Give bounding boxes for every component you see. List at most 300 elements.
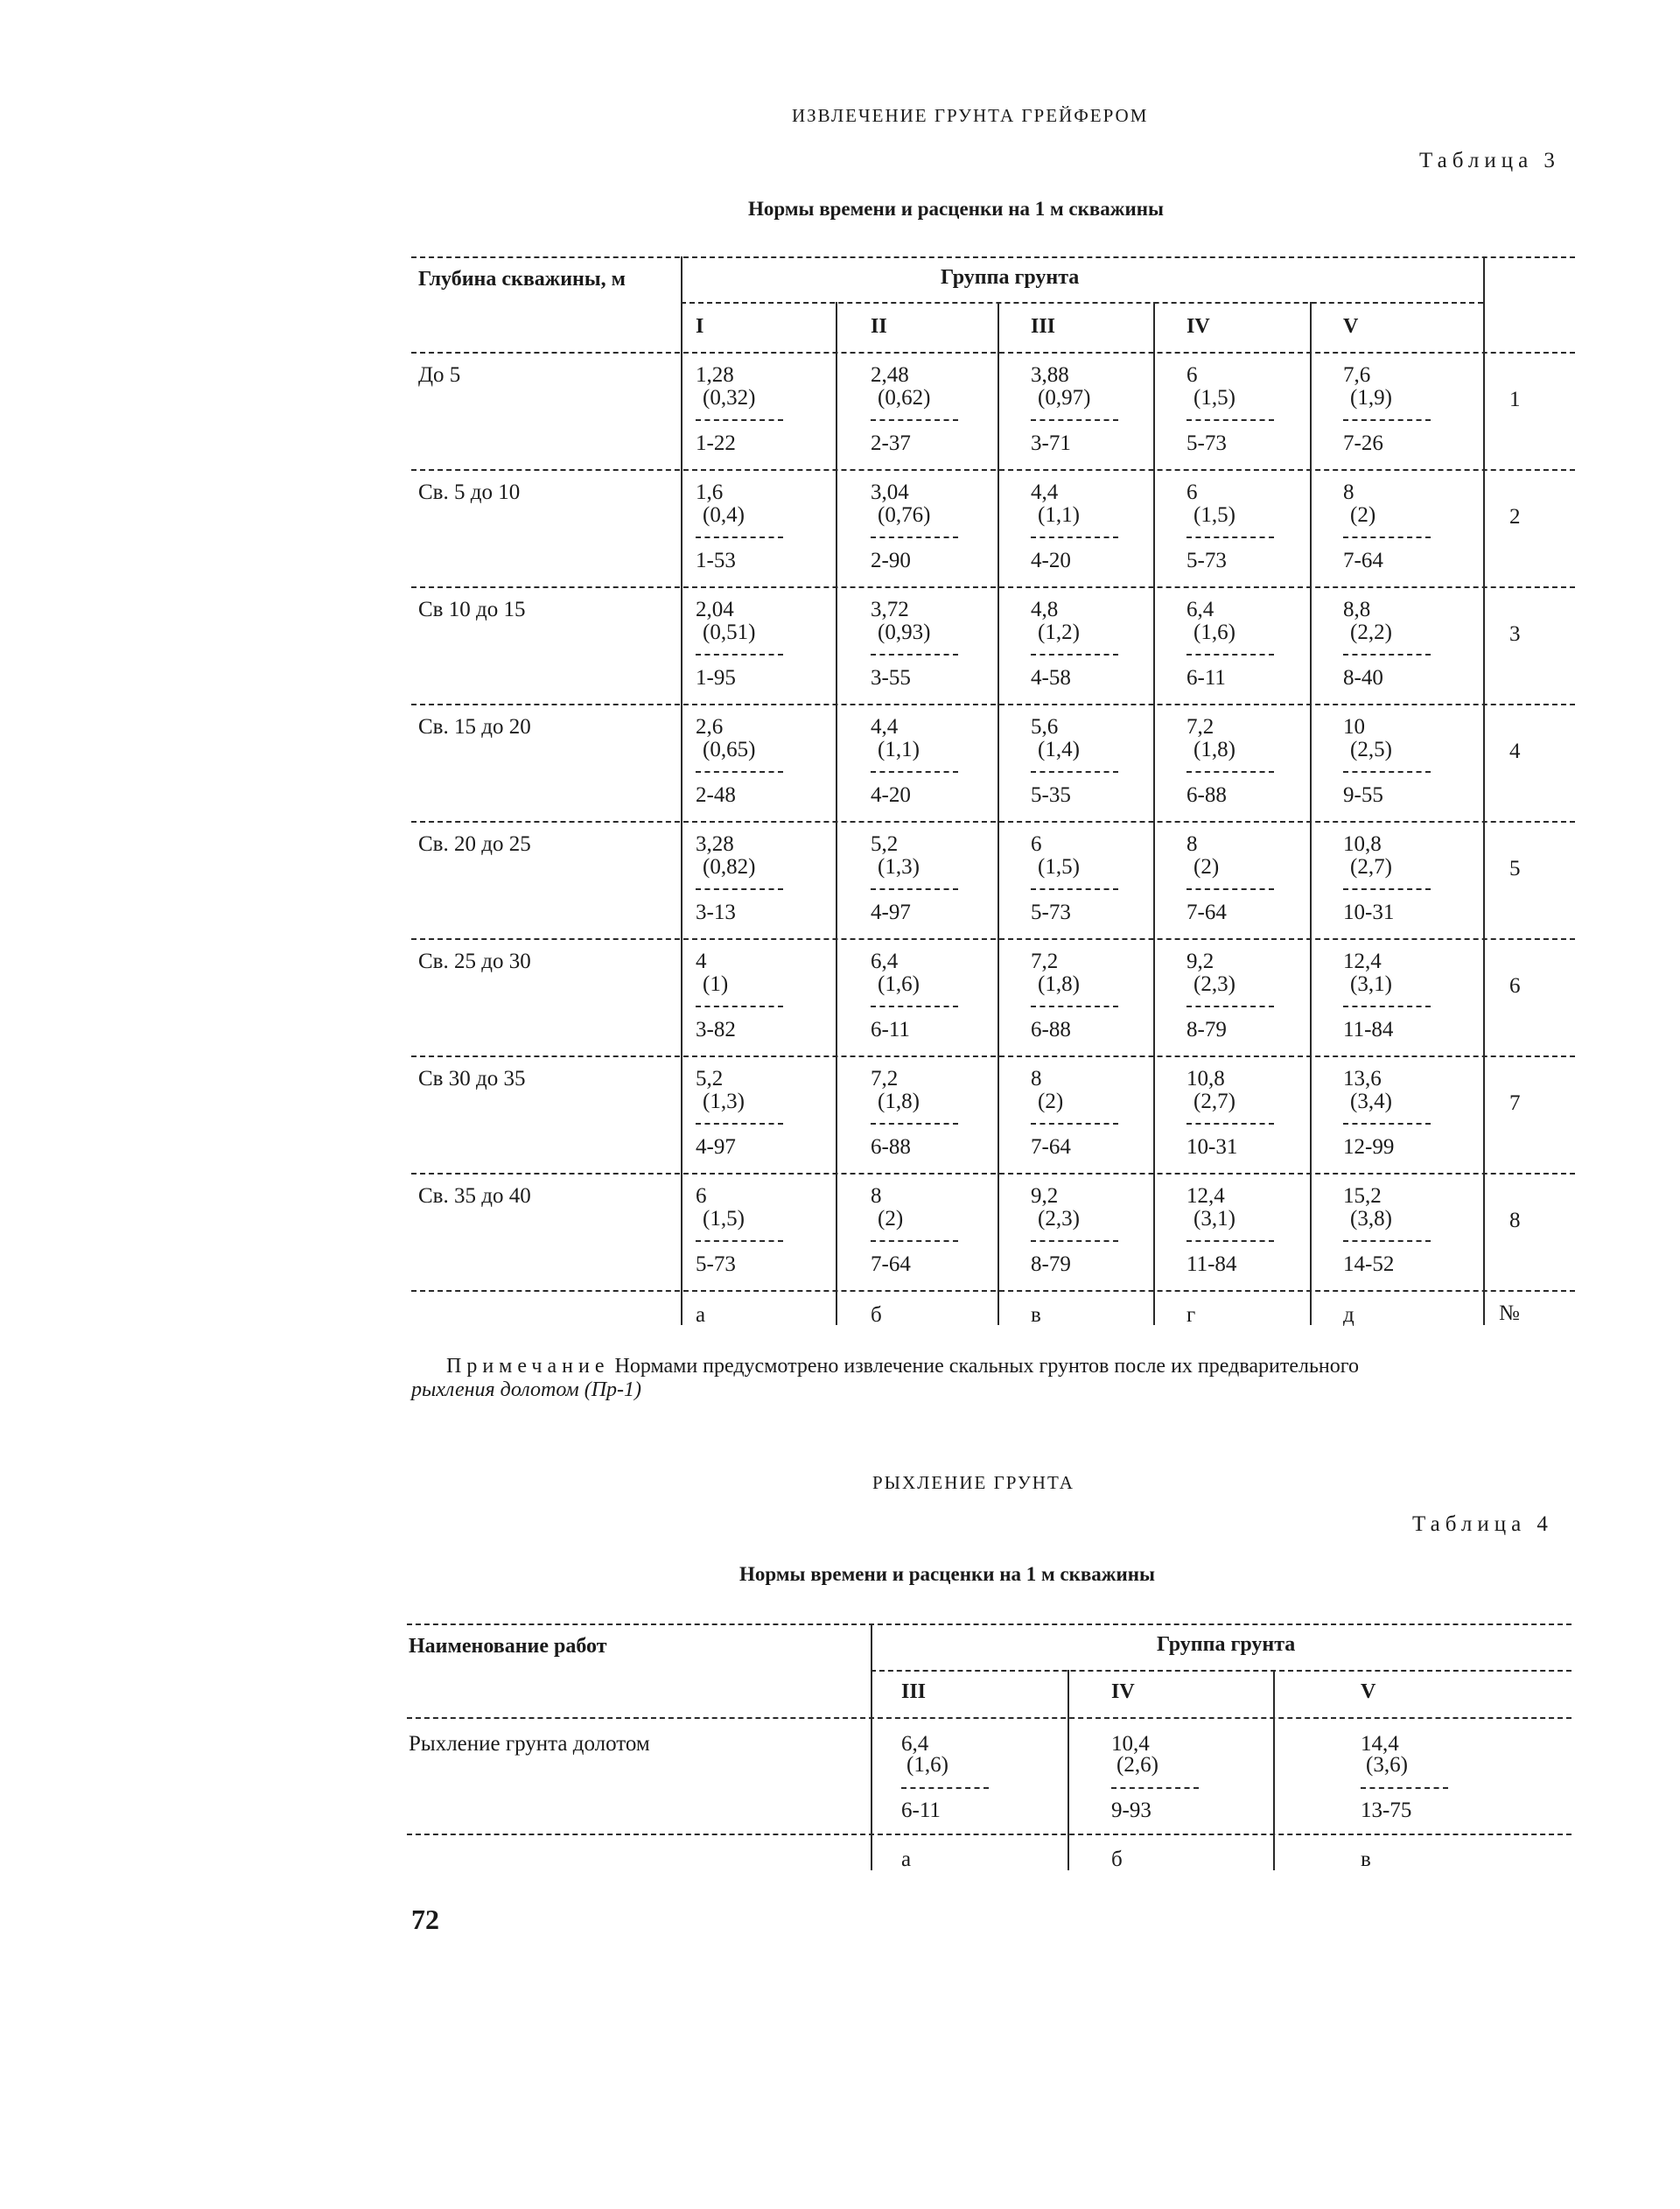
fraction-rule	[1031, 536, 1118, 538]
table-4-bottom-rule	[407, 1834, 1572, 1835]
norm-time-hours-value: (1,6)	[878, 972, 920, 996]
rate-value: 9-55	[1343, 783, 1383, 807]
fraction-rule	[696, 1240, 783, 1242]
table-3-row-rule	[411, 1055, 1575, 1057]
table-3-column-divider	[1153, 1173, 1155, 1290]
table-3-row-rule	[411, 469, 1575, 471]
depth-label: Св. 25 до 30	[418, 950, 531, 973]
table-4-column-divider	[1068, 1717, 1069, 1834]
table-3-column-divider	[1483, 469, 1485, 586]
fraction-rule	[1343, 1240, 1431, 1242]
norm-time-value: 6,4	[1186, 598, 1214, 621]
norm-time-hours-value: (0,65)	[703, 738, 756, 761]
norm-time-hours-value: (2,3)	[1194, 972, 1236, 996]
norm-time-value: 7,6	[1343, 363, 1371, 387]
table-3-row-rule	[411, 938, 1575, 940]
table-4-column-divider	[1273, 1717, 1275, 1834]
table-3-column-divider	[836, 821, 837, 938]
norm-time-value: 8	[1343, 480, 1354, 504]
table-3-footer-divider	[998, 1290, 999, 1325]
rate-value: 5-73	[1031, 901, 1071, 924]
rate-value: 6-88	[871, 1135, 911, 1159]
depth-label: Св 30 до 35	[418, 1067, 526, 1090]
fraction-rule	[1031, 1006, 1118, 1007]
norm-time-value: 3,88	[1031, 363, 1069, 387]
depth-label: Св. 35 до 40	[418, 1184, 531, 1208]
column-letter: а	[901, 1848, 912, 1871]
fraction-rule	[871, 654, 958, 656]
table-3-divider-group-header	[998, 302, 999, 352]
depth-label: Св 10 до 15	[418, 598, 526, 621]
rate-value: 6-88	[1186, 783, 1227, 807]
table-3-column-divider	[681, 586, 682, 704]
depth-label: Св. 15 до 20	[418, 715, 531, 739]
table-3-column-divider	[681, 1055, 682, 1173]
column-letter: г	[1186, 1303, 1196, 1327]
table-3-header-rule	[411, 352, 1575, 354]
norm-time-hours-value: (1,5)	[1194, 386, 1236, 410]
norm-time-value: 7,2	[1031, 950, 1059, 973]
norm-time-hours-value: (0,4)	[703, 503, 745, 527]
rate-value: 10-31	[1343, 901, 1395, 924]
norm-time-hours-value: (1,5)	[703, 1207, 745, 1231]
fraction-rule	[1186, 536, 1274, 538]
table-3-column-divider	[998, 586, 999, 704]
norm-time-value: 12,4	[1186, 1184, 1225, 1208]
table-4-group-rule	[871, 1670, 1572, 1672]
fraction-rule	[1343, 771, 1431, 773]
table-3-column-divider	[681, 469, 682, 586]
table-3-column-divider	[836, 352, 837, 469]
row-number: 5	[1509, 857, 1521, 880]
table-3-column-divider	[1483, 1055, 1485, 1173]
table-3-column-divider	[1483, 704, 1485, 821]
fraction-rule	[696, 1006, 783, 1007]
norm-time-value: 6,4	[901, 1732, 929, 1756]
rate-value: 6-11	[1186, 666, 1226, 690]
rate-value: 4-97	[871, 901, 911, 924]
norm-time-value: 9,2	[1031, 1184, 1059, 1208]
norm-time-hours-value: (3,1)	[1350, 972, 1392, 996]
table-4-footer-divider	[871, 1834, 872, 1870]
norm-time-value: 4,8	[1031, 598, 1059, 621]
rate-value: 1-95	[696, 666, 736, 690]
rate-value: 1-53	[696, 549, 736, 572]
column-letter: д	[1343, 1303, 1354, 1327]
norm-time-value: 2,6	[696, 715, 724, 739]
table-3-footer-divider	[681, 1290, 682, 1325]
norm-time-value: 2,48	[871, 363, 909, 387]
rate-value: 14-52	[1343, 1252, 1395, 1276]
fraction-rule	[696, 654, 783, 656]
fraction-rule	[696, 888, 783, 890]
table-3-row-rule	[411, 1290, 1575, 1292]
fraction-rule	[1031, 654, 1118, 656]
norm-time-hours-value: (0,32)	[703, 386, 756, 410]
norm-time-hours-value: (2,2)	[1350, 621, 1392, 644]
table-4-caption: Нормы времени и расценки на 1 м скважины	[739, 1563, 1155, 1585]
table-4-label: Таблица 4	[1412, 1512, 1553, 1536]
section-title-loosening: РЫХЛЕНИЕ ГРУНТА	[872, 1472, 1074, 1493]
table-3-column-divider	[1310, 469, 1312, 586]
depth-label: Св. 5 до 10	[418, 480, 521, 504]
rate-value: 5-35	[1031, 783, 1071, 807]
norm-time-hours-value: (2,5)	[1350, 738, 1392, 761]
norm-time-value: 3,72	[871, 598, 909, 621]
table-3-footer-divider	[1310, 1290, 1312, 1325]
table-3-note-line2: рыхления долотом (Пр-1)	[411, 1378, 642, 1401]
table-3-group-rule	[681, 302, 1483, 304]
table-3-column-divider	[1310, 821, 1312, 938]
norm-time-value: 4	[696, 950, 707, 973]
rate-value: 3-13	[696, 901, 736, 924]
rate-value: 7-64	[1343, 549, 1383, 572]
norm-time-hours-value: (1,2)	[1038, 621, 1080, 644]
table-4-divider-main-header	[871, 1623, 872, 1717]
row-number: 7	[1509, 1091, 1521, 1115]
norm-time-value: 2,04	[696, 598, 734, 621]
rate-value: 3-55	[871, 666, 911, 690]
section-title-excavation: ИЗВЛЕЧЕНИЕ ГРУНТА ГРЕЙФЕРОМ	[792, 105, 1149, 126]
norm-time-hours-value: (1,5)	[1038, 855, 1080, 879]
table-3-column-divider	[1310, 1055, 1312, 1173]
table-3-column-divider	[836, 469, 837, 586]
fraction-rule	[871, 1006, 958, 1007]
norm-time-hours-value: (1)	[703, 972, 729, 996]
table-3-divider-num-header	[1483, 256, 1485, 352]
fraction-rule	[1031, 1123, 1118, 1125]
table-3-column-divider	[681, 821, 682, 938]
column-letter: б	[871, 1303, 882, 1327]
table-4-footer-divider	[1068, 1834, 1069, 1870]
row-number: 1	[1509, 388, 1521, 411]
norm-time-hours-value: (1,1)	[1038, 503, 1080, 527]
rate-value: 7-26	[1343, 431, 1383, 455]
rate-value: 5-73	[1186, 431, 1227, 455]
column-letter: а	[696, 1303, 706, 1327]
group-header-4: IV	[1111, 1680, 1135, 1703]
norm-time-hours-value: (1,8)	[878, 1090, 920, 1113]
table-3-divider-group-header	[1310, 302, 1312, 352]
norm-time-value: 3,28	[696, 832, 734, 856]
norm-time-value: 10,8	[1186, 1067, 1225, 1090]
table-3-column-divider	[1483, 938, 1485, 1055]
table-3-footer-divider	[1483, 1290, 1485, 1325]
table-3-column-divider	[681, 704, 682, 821]
fraction-rule	[1343, 1006, 1431, 1007]
column-header-soil-group: Группа грунта	[1157, 1633, 1296, 1656]
fraction-rule	[1186, 654, 1274, 656]
table-4-top-rule	[407, 1623, 1572, 1625]
table-3-divider-main-header	[681, 256, 682, 352]
rate-value: 2-37	[871, 431, 911, 455]
table-3-column-divider	[1153, 938, 1155, 1055]
norm-time-hours-value: (2)	[1038, 1090, 1064, 1113]
table-3-column-divider	[1153, 586, 1155, 704]
norm-time-value: 14,4	[1361, 1732, 1399, 1756]
fraction-rule	[1031, 888, 1118, 890]
rate-value: 7-64	[1031, 1135, 1071, 1159]
table-3-column-divider	[1483, 352, 1485, 469]
table-3-column-divider	[1310, 352, 1312, 469]
fraction-rule	[871, 1123, 958, 1125]
column-letter: в	[1361, 1848, 1371, 1871]
fraction-rule	[1031, 771, 1118, 773]
fraction-rule	[871, 771, 958, 773]
norm-time-hours-value: (1,5)	[1194, 503, 1236, 527]
group-header-5: V	[1361, 1680, 1376, 1703]
rate-value: 5-73	[1186, 549, 1227, 572]
norm-time-hours-value: (3,4)	[1350, 1090, 1392, 1113]
norm-time-hours-value: (0,62)	[878, 386, 931, 410]
table-3-column-divider	[998, 1055, 999, 1173]
table-3-column-divider	[1310, 938, 1312, 1055]
norm-time-hours-value: (2,3)	[1038, 1207, 1080, 1231]
fraction-rule	[871, 1240, 958, 1242]
rate-value: 8-40	[1343, 666, 1383, 690]
norm-time-value: 6	[1031, 832, 1042, 856]
group-header-3: III	[901, 1680, 927, 1703]
rate-value: 3-82	[696, 1018, 736, 1041]
table-3-column-divider	[1153, 469, 1155, 586]
column-letter: б	[1111, 1848, 1123, 1871]
table-3-column-divider	[836, 938, 837, 1055]
row-number: 8	[1509, 1209, 1521, 1232]
table-3-column-divider	[836, 704, 837, 821]
fraction-rule	[1343, 1123, 1431, 1125]
fraction-rule	[1186, 419, 1274, 421]
norm-time-hours-value: (2,7)	[1350, 855, 1392, 879]
group-header-5: V	[1343, 315, 1359, 338]
norm-time-hours-value: (1,8)	[1038, 972, 1080, 996]
table-3-caption: Нормы времени и расценки на 1 м скважины	[748, 198, 1164, 220]
table-3-column-divider	[1153, 1055, 1155, 1173]
norm-time-value: 8	[871, 1184, 882, 1208]
table-3-column-divider	[998, 352, 999, 469]
rate-value: 3-71	[1031, 431, 1071, 455]
table-3-column-divider	[998, 1173, 999, 1290]
column-header-work-name: Наименование работ	[409, 1635, 607, 1658]
table-3-column-divider	[1483, 821, 1485, 938]
rate-value: 1-22	[696, 431, 736, 455]
fraction-rule	[1186, 888, 1274, 890]
rate-value: 4-20	[1031, 549, 1071, 572]
row-number: 4	[1509, 740, 1521, 763]
group-header-3: III	[1031, 315, 1056, 338]
table-3-column-divider	[1153, 352, 1155, 469]
table-3-row-rule	[411, 821, 1575, 823]
table-3-column-divider	[1483, 1173, 1485, 1290]
norm-time-value: 10,8	[1343, 832, 1382, 856]
rate-value: 4-58	[1031, 666, 1071, 690]
table-3-divider-group-header	[1153, 302, 1155, 352]
row-number: 2	[1509, 505, 1521, 529]
norm-time-hours-value: (0,82)	[703, 855, 756, 879]
table-3-column-divider	[681, 1173, 682, 1290]
table-3-column-divider	[998, 821, 999, 938]
rate-value: 7-64	[871, 1252, 911, 1276]
table-3-column-divider	[998, 704, 999, 821]
norm-time-value: 12,4	[1343, 950, 1382, 973]
norm-time-hours-value: (0,51)	[703, 621, 756, 644]
norm-time-hours-value: (2)	[1194, 855, 1220, 879]
fraction-rule	[871, 419, 958, 421]
table-3-label: Таблица 3	[1419, 149, 1560, 172]
rate-value: 13-75	[1361, 1799, 1412, 1822]
fraction-rule	[1343, 536, 1431, 538]
rate-value: 6-88	[1031, 1018, 1071, 1041]
table-3-top-rule	[411, 256, 1575, 258]
norm-time-hours-value: (2,6)	[1116, 1753, 1158, 1777]
table-3-column-divider	[836, 586, 837, 704]
table-3-column-divider	[1483, 586, 1485, 704]
fraction-rule	[901, 1787, 989, 1789]
norm-time-value: 5,2	[871, 832, 899, 856]
norm-time-value: 3,04	[871, 480, 909, 504]
column-header-soil-group: Группа грунта	[941, 266, 1080, 289]
depth-label: Св. 20 до 25	[418, 832, 531, 856]
norm-time-value: 7,2	[1186, 715, 1214, 739]
norm-time-value: 10	[1343, 715, 1365, 739]
norm-time-value: 5,6	[1031, 715, 1059, 739]
rate-value: 2-90	[871, 549, 911, 572]
norm-time-value: 1,28	[696, 363, 734, 387]
rate-value: 11-84	[1186, 1252, 1237, 1276]
depth-label: До 5	[418, 363, 461, 387]
norm-time-value: 13,6	[1343, 1067, 1382, 1090]
work-name: Рыхление грунта долотом	[409, 1732, 650, 1756]
table-4-column-divider	[871, 1717, 872, 1834]
group-header-2: II	[871, 315, 887, 338]
column-letter: в	[1031, 1303, 1041, 1327]
norm-time-hours-value: (3,6)	[1366, 1753, 1408, 1777]
group-header-4: IV	[1186, 315, 1210, 338]
column-header-depth: Глубина скважины, м	[418, 268, 626, 291]
group-header-1: I	[696, 315, 704, 338]
norm-time-value: 4,4	[871, 715, 899, 739]
table-4-divider-group-header	[1273, 1670, 1275, 1717]
fraction-rule	[1343, 654, 1431, 656]
rate-value: 4-20	[871, 783, 911, 807]
fraction-rule	[696, 419, 783, 421]
norm-time-hours-value: (1,6)	[906, 1753, 948, 1777]
fraction-rule	[1186, 771, 1274, 773]
norm-time-value: 1,6	[696, 480, 724, 504]
norm-time-hours-value: (1,3)	[878, 855, 920, 879]
fraction-rule	[696, 771, 783, 773]
table-3-row-rule	[411, 1173, 1575, 1175]
norm-time-value: 6	[1186, 363, 1198, 387]
norm-time-hours-value: (2)	[878, 1207, 904, 1231]
norm-time-value: 8,8	[1343, 598, 1371, 621]
fraction-rule	[1111, 1787, 1199, 1789]
norm-time-value: 5,2	[696, 1067, 724, 1090]
fraction-rule	[1031, 1240, 1118, 1242]
norm-time-hours-value: (1,9)	[1350, 386, 1392, 410]
norm-time-value: 4,4	[1031, 480, 1059, 504]
norm-time-value: 6	[696, 1184, 707, 1208]
table-3-column-divider	[836, 1055, 837, 1173]
rate-value: 6-11	[901, 1799, 941, 1822]
table-3-divider-group-header	[836, 302, 837, 352]
norm-time-hours-value: (1,4)	[1038, 738, 1080, 761]
norm-time-value: 8	[1186, 832, 1198, 856]
table-4-divider-group-header	[1068, 1670, 1069, 1717]
norm-time-hours-value: (2)	[1350, 503, 1376, 527]
table-3-column-divider	[998, 938, 999, 1055]
norm-time-hours-value: (0,93)	[878, 621, 931, 644]
norm-time-value: 6,4	[871, 950, 899, 973]
norm-time-hours-value: (1,3)	[703, 1090, 745, 1113]
row-number: 3	[1509, 622, 1521, 646]
norm-time-hours-value: (0,97)	[1038, 386, 1091, 410]
table-3-column-divider	[836, 1173, 837, 1290]
table-4-header-rule	[407, 1717, 1572, 1719]
table-3-note	[446, 1355, 1584, 1378]
rate-value: 10-31	[1186, 1135, 1238, 1159]
page-number: 72	[411, 1904, 439, 1935]
norm-time-hours-value: (0,76)	[878, 503, 931, 527]
fraction-rule	[1343, 419, 1431, 421]
rate-value: 11-84	[1343, 1018, 1394, 1041]
row-number: 6	[1509, 974, 1521, 998]
fraction-rule	[1186, 1006, 1274, 1007]
table-3-row-rule	[411, 586, 1575, 588]
norm-time-value: 6	[1186, 480, 1198, 504]
norm-time-hours-value: (1,8)	[1194, 738, 1236, 761]
rate-value: 6-11	[871, 1018, 910, 1041]
norm-time-hours-value: (3,8)	[1350, 1207, 1392, 1231]
fraction-rule	[696, 1123, 783, 1125]
table-3-column-divider	[681, 938, 682, 1055]
rate-value: 9-93	[1111, 1799, 1152, 1822]
rate-value: 7-64	[1186, 901, 1227, 924]
norm-time-value: 9,2	[1186, 950, 1214, 973]
fraction-rule	[1031, 419, 1118, 421]
norm-time-value: 15,2	[1343, 1184, 1382, 1208]
norm-time-value: 7,2	[871, 1067, 899, 1090]
norm-time-hours-value: (1,1)	[878, 738, 920, 761]
table-3-column-divider	[1310, 1173, 1312, 1290]
table-3-footer-divider	[1153, 1290, 1155, 1325]
note-text: Нормами предусмотрено извлечение скальных грунтов после их предварительного	[614, 1355, 1359, 1378]
table-3-column-divider	[1310, 704, 1312, 821]
table-3-column-divider	[1153, 821, 1155, 938]
table-3-column-divider	[1310, 586, 1312, 704]
column-number-sign: №	[1499, 1301, 1520, 1325]
fraction-rule	[696, 536, 783, 538]
fraction-rule	[1186, 1240, 1274, 1242]
rate-value: 2-48	[696, 783, 736, 807]
norm-time-hours-value: (3,1)	[1194, 1207, 1236, 1231]
table-3-footer-divider	[836, 1290, 837, 1325]
table-3-row-rule	[411, 704, 1575, 705]
fraction-rule	[1343, 888, 1431, 890]
table-3-column-divider	[998, 469, 999, 586]
norm-time-value: 10,4	[1111, 1732, 1150, 1756]
fraction-rule	[871, 536, 958, 538]
table-3-column-divider	[681, 352, 682, 469]
table-4-footer-divider	[1273, 1834, 1275, 1870]
fraction-rule	[1361, 1787, 1448, 1789]
rate-value: 4-97	[696, 1135, 736, 1159]
rate-value: 8-79	[1186, 1018, 1227, 1041]
note-label: Примечание	[446, 1355, 610, 1378]
rate-value: 12-99	[1343, 1135, 1395, 1159]
norm-time-hours-value: (1,6)	[1194, 621, 1236, 644]
norm-time-hours-value: (2,7)	[1194, 1090, 1236, 1113]
rate-value: 5-73	[696, 1252, 736, 1276]
